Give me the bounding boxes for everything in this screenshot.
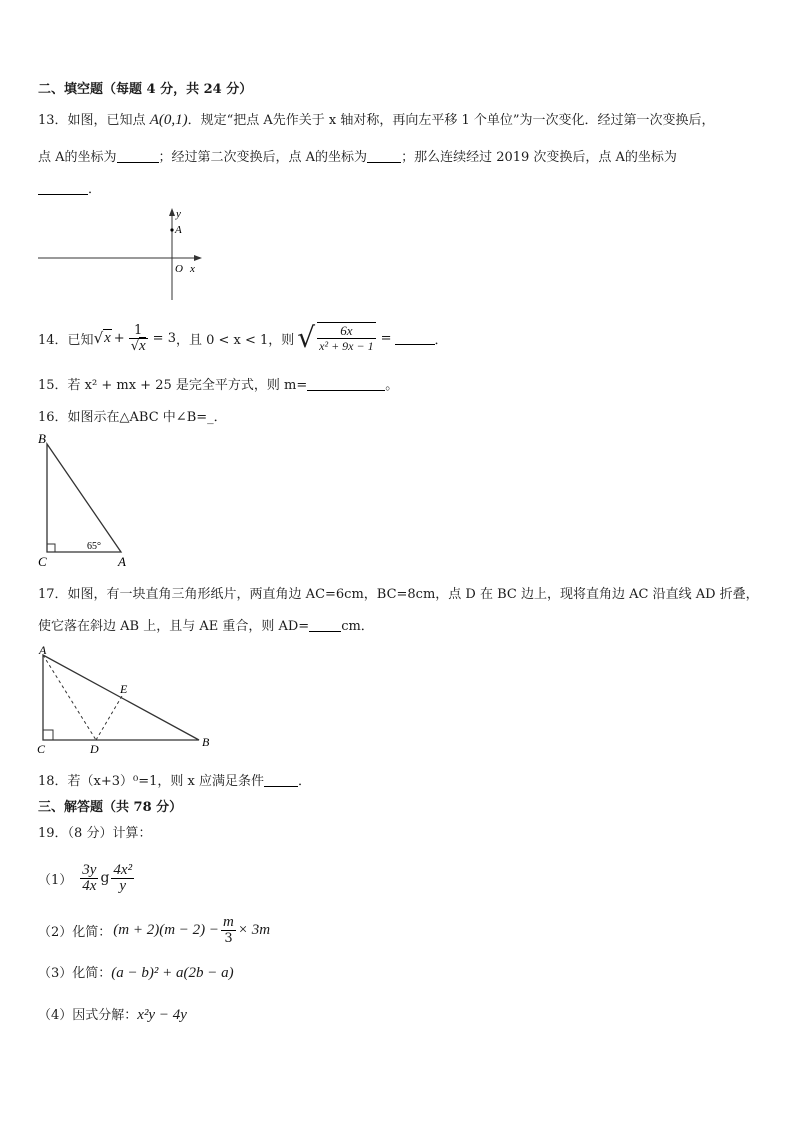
q13-blank-2[interactable] — [367, 150, 401, 163]
q13-ans-prompt-3: ；那么连续经过 2019 次变换后，点 A的坐标为 — [401, 150, 677, 165]
q18-blank[interactable] — [264, 774, 298, 787]
vertex-A-label: A — [39, 643, 47, 657]
q13-text-b: ．规定“把点 A先作关于 x 轴对称，再向左平移 1 个单位”为一次变化．经过第一次变换后， — [187, 113, 715, 128]
triangle-ABC — [47, 444, 121, 552]
q13-ans-prompt-1: 点 A的坐标为 — [38, 150, 117, 165]
q13-coordinate-figure — [36, 200, 216, 305]
q17-triangle-figure — [34, 642, 224, 757]
q17-line1: 17．如图，有一块直角三角形纸片，两直角边 AC=6cm，BC=8cm，点 D 在 BC 边上，现将直角边 AC 沿直线 AD 折叠， — [38, 587, 759, 602]
q17-line2: 使它落在斜边 AB 上，且与 AE 重合，则 AD= cm． — [38, 619, 374, 634]
q13-line2 — [38, 146, 677, 165]
q19-part3: （3）化简：(a − b)² + a(2b − a) — [38, 965, 234, 981]
vertex-B-label: B — [202, 735, 210, 749]
q15: 15．若 x² + mx + 25 是完全平方式，则 m= 。 — [38, 378, 399, 393]
q13-number: 13． — [38, 113, 68, 128]
sqrt-sign: √ — [93, 329, 104, 347]
x-axis-arrow — [194, 255, 202, 261]
q13-text: 如图，已知点 — [67, 113, 146, 128]
y-axis-label: y — [176, 208, 181, 220]
q13-ans-prompt-2: ；经过第二次变换后，点 A的坐标为 — [158, 150, 368, 165]
angle-label: 65° — [87, 541, 101, 552]
q16-triangle-figure — [34, 430, 134, 570]
section-title-solve: 三、解答题（共 78 分） — [38, 800, 183, 815]
q19-part4: （4）因式分解：x²y − 4y — [38, 1007, 187, 1023]
q19-part1: （1） $\frac{3y}{4x}$ g $\frac{\text{4x²}}{y}$ — [38, 861, 133, 894]
fold-line-AD — [43, 655, 96, 740]
x-axis-label: x — [190, 263, 195, 275]
vertex-C-label: C — [37, 742, 46, 756]
q13-line3: ． — [38, 178, 101, 197]
q14-frac-2: $\frac{6x}{\text{x² + 9x − 1}}$ — [319, 323, 374, 353]
q14: 14． 已知 √ x + $\frac{1}{√x}$ = 3 ，且 0 < x < 1，则 √ $\frac{6x}{\text{x² + 9x − 1}}$ = ． — [38, 321, 448, 354]
y-axis-arrow — [169, 208, 175, 216]
section-title-fill-blank: 二、填空题（每题 4 分，共 24 分） — [38, 82, 253, 97]
right-angle-mark — [47, 544, 55, 552]
q13-point: A(0,1) — [149, 112, 188, 128]
big-sqrt-sign: √ — [297, 321, 316, 354]
q19-part2: （2）化简： (m + 2)(m − 2) − $\frac{m}{3}$ × 3m — [38, 913, 271, 946]
point-D-label: D — [90, 742, 99, 756]
right-angle-mark — [43, 730, 53, 740]
point-A-label: A — [175, 224, 182, 236]
origin-label: O — [175, 263, 183, 275]
vertex-C-label: C — [38, 554, 47, 569]
q17-blank[interactable] — [309, 619, 341, 632]
point-A — [170, 228, 173, 231]
segment-DE — [96, 696, 122, 740]
point-E-label: E — [120, 682, 128, 696]
q18: 18．若（x+3）⁰=1，则 x 应满足条件 ． — [38, 774, 312, 789]
q13-blank-1[interactable] — [117, 150, 159, 163]
vertex-A-label: A — [118, 554, 126, 569]
q14-frac-1: $\frac{1}{√x}$ — [130, 322, 146, 354]
q13-blank-3[interactable] — [38, 182, 88, 195]
q19-head: 19．（8 分）计算： — [38, 826, 152, 841]
q16: 16．如图示在△ABC 中∠B=_． — [38, 410, 227, 425]
vertex-B-label: B — [38, 431, 46, 446]
q15-blank[interactable] — [307, 378, 385, 391]
q14-blank[interactable] — [395, 332, 435, 345]
q13-line1 — [38, 109, 715, 129]
